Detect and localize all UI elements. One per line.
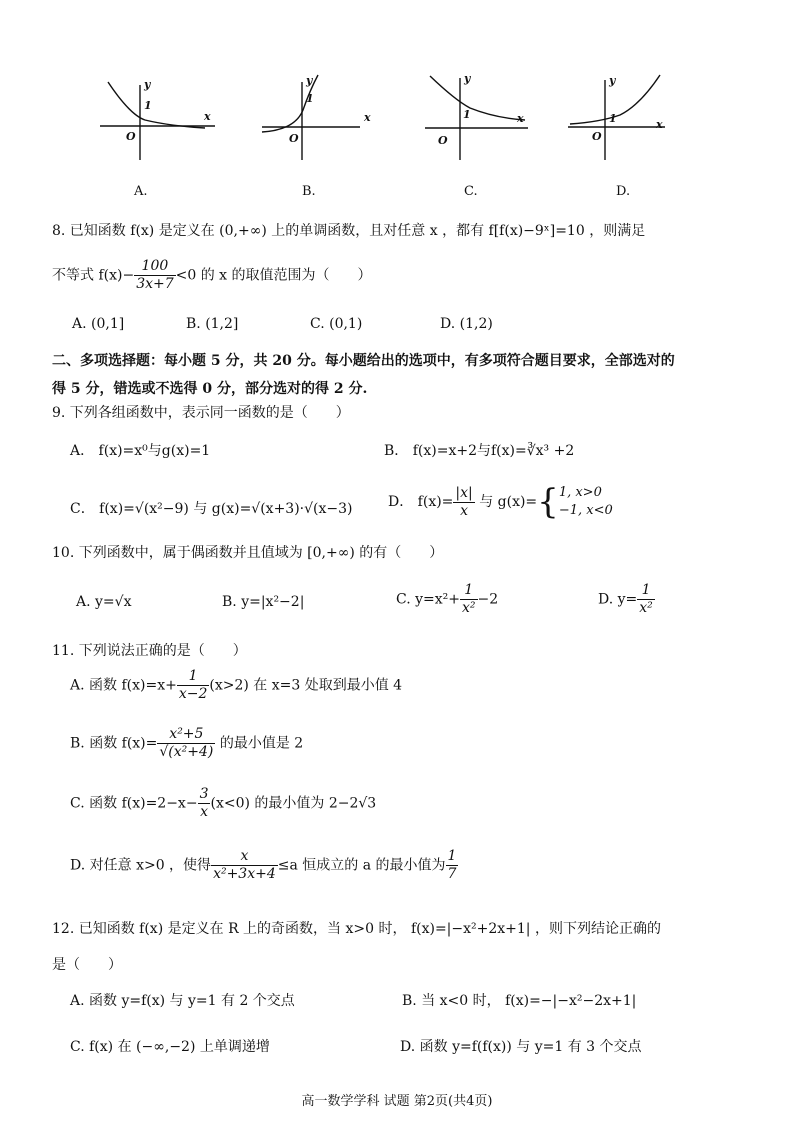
q9-d-fraction: [453, 485, 474, 520]
q9-d-mid: 与 g(x)=: [474, 494, 538, 510]
q9-option-b: B． f(x)=x+2与f(x)=∛x³ +2: [384, 443, 575, 459]
graph-a: [100, 82, 215, 160]
q11-d-pre: D. 对任意 x>0 ，使得: [70, 857, 212, 874]
q10-d-frac-num: 1: [637, 582, 655, 600]
q11-c-fraction: [198, 786, 211, 821]
q10-d-pre: D. y=: [598, 591, 638, 608]
q12-line2: 是（ ）: [52, 957, 122, 973]
q12-option-d: D. 函数 y=f(f(x)) 与 y=1 有 3 个交点: [400, 1039, 642, 1055]
origin-label-d: O: [592, 130, 602, 143]
q11-d-fraction: [211, 848, 278, 883]
q8-line2-pre: 不等式 f(x)−: [52, 267, 135, 284]
q11-option-a: [70, 668, 402, 703]
q8-line2-post: <0 的 x 的取值范围为（ ）: [175, 267, 372, 284]
q9-option-d: [388, 484, 613, 520]
q8-fraction: [134, 258, 175, 293]
q11-d-fraction2: [446, 848, 459, 883]
q10-option-a: A. y=√x: [76, 594, 132, 610]
page-footer: 高一数学学科 试题 第2页(共4页): [301, 1094, 493, 1109]
q11-c-frac-den: x: [200, 804, 208, 820]
q8-option-d: D. (1,2): [440, 316, 493, 332]
axis-label-y-a: y: [144, 78, 151, 91]
q11-d-frac-den: x²+3x+4: [213, 866, 276, 882]
q11-option-c: [70, 786, 376, 821]
q8-frac-num: 100: [134, 258, 175, 276]
axis-label-y-d: y: [609, 74, 616, 87]
one-label-d: 1: [609, 112, 617, 125]
q11-c-pre: C. 函数 f(x)=2−x−: [70, 795, 198, 812]
one-label-c: 1: [463, 108, 471, 121]
graph-label-d: D.: [616, 184, 631, 199]
q10-c-pre: C. y=x²+: [396, 591, 460, 608]
q9-d-frac-num: |x|: [455, 484, 473, 501]
q8-option-b: B. (1,2]: [186, 316, 239, 332]
q9-d-case2: −1, x<0: [558, 503, 613, 518]
q11-b-frac-num: x²+5: [157, 726, 215, 744]
section2-line2: 得 5 分，错选或不选得 0 分，部分选对的得 2 分.: [52, 381, 368, 397]
q9-d-frac-den: x: [460, 502, 469, 519]
q11-c-post: (x<0) 的最小值为 2−2√3: [210, 795, 377, 812]
graph-label-a: A.: [134, 184, 148, 199]
q11-c-frac-num: 3: [199, 786, 209, 802]
q10-d-fraction: [637, 582, 655, 617]
q11-stem: 11. 下列说法正确的是（ ）: [52, 643, 247, 659]
q8-option-c: C. (0,1): [310, 316, 363, 332]
q12-option-c: C. f(x) 在 (−∞,−2) 上单调递增: [70, 1039, 270, 1055]
q11-a-pre: A. 函数 f(x)=x+: [70, 677, 177, 694]
q10-c-fraction: [460, 582, 478, 617]
axis-label-x-a: x: [204, 110, 211, 123]
axis-label-x-b: x: [364, 111, 371, 124]
graph-c: [425, 76, 528, 160]
graph-b: [262, 75, 360, 160]
origin-label-b: O: [289, 132, 299, 145]
axis-label-y-b: y: [306, 74, 313, 87]
q11-a-fraction: [177, 668, 210, 703]
q10-option-c: [396, 582, 498, 617]
q11-option-d: [70, 848, 458, 883]
q8-line2: [52, 258, 372, 293]
option-graphs: [0, 60, 794, 210]
q11-a-frac-den: x−2: [178, 686, 208, 702]
q12-option-b: B. 当 x<0 时， f(x)=−|−x²−2x+1|: [402, 993, 637, 1009]
q10-option-d: [598, 582, 655, 617]
axis-label-y-c: y: [464, 72, 471, 85]
q12-option-a: A. 函数 y=f(x) 与 y=1 有 2 个交点: [70, 993, 295, 1009]
q9-option-a: A． f(x)=x⁰与g(x)=1: [70, 443, 211, 459]
q9-option-c: C． f(x)=√(x²−9) 与 g(x)=√(x+3)·√(x−3): [70, 501, 353, 517]
q8-line1: 8. 已知函数 f(x) 是定义在 (0,+∞) 上的单调函数，且对任意 x ，都有 f[f(x)−9ˣ]=10 ，则满足: [52, 223, 646, 239]
graph-label-b: B.: [302, 184, 316, 199]
q10-option-b: B. y=|x²−2|: [222, 594, 305, 610]
q10-d-frac-den: x²: [639, 600, 653, 616]
axis-label-x-c: x: [517, 112, 524, 125]
one-label-a: 1: [144, 99, 152, 112]
q11-a-frac-num: 1: [177, 668, 210, 686]
axis-label-x-d: x: [656, 118, 663, 131]
origin-label-c: O: [438, 134, 448, 147]
q10-c-post: −2: [477, 591, 499, 608]
q11-b-post: 的最小值是 2: [215, 735, 304, 752]
q11-option-b: [70, 726, 303, 761]
q11-d-frac2-num: 1: [447, 848, 457, 864]
one-label-b: 1: [306, 92, 314, 105]
q11-d-frac-num: x: [211, 848, 278, 866]
q9-d-pre: D． f(x)=: [388, 494, 454, 510]
q10-c-frac-num: 1: [460, 582, 478, 600]
q11-b-frac-den: √(x²+4): [159, 744, 214, 760]
q11-b-fraction: [157, 726, 215, 761]
q8-frac-den: 3x+7: [136, 276, 174, 292]
q9-d-brace: {: [537, 482, 559, 522]
q11-d-mid: ≤a 恒成立的 a 的最小值为: [277, 857, 446, 874]
q9-d-cases: [559, 484, 613, 520]
q11-a-post: (x>2) 在 x=3 处取到最小值 4: [209, 677, 403, 694]
section2-line1: 二、多项选择题：每小题 5 分，共 20 分。每小题给出的选项中，有多项符合题目要求，全部选对的: [52, 353, 675, 369]
q9-stem: 9. 下列各组函数中，表示同一函数的是（ ）: [52, 405, 350, 421]
graph-label-c: C.: [464, 184, 478, 199]
q10-stem: 10. 下列函数中，属于偶函数并且值域为 [0,+∞) 的有（ ）: [52, 545, 444, 561]
origin-label-a: O: [126, 130, 136, 143]
q9-d-case1: 1, x>0: [558, 485, 602, 500]
q12-line1: 12. 已知函数 f(x) 是定义在 R 上的奇函数，当 x>0 时， f(x)=|−x²+2x+1| ，则下列结论正确的: [52, 921, 661, 937]
q8-option-a: A. (0,1]: [72, 316, 125, 332]
q11-b-pre: B. 函数 f(x)=: [70, 735, 158, 752]
q11-d-frac2-den: 7: [447, 866, 457, 882]
q10-c-frac-den: x²: [462, 600, 476, 616]
